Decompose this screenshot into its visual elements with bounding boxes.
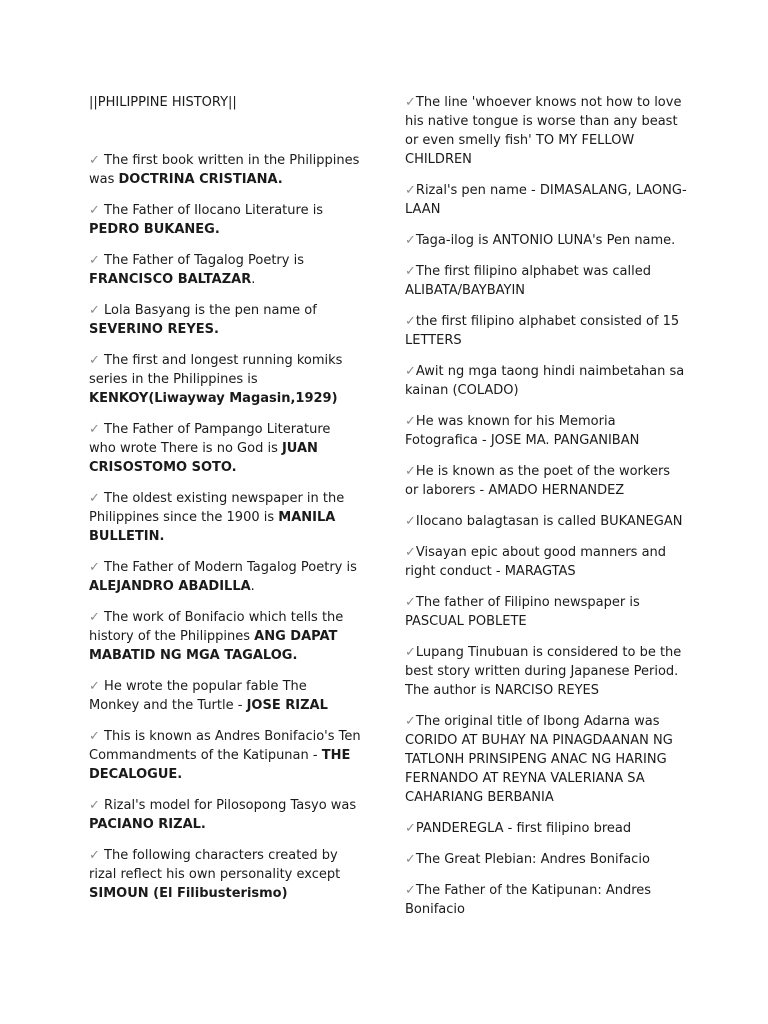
fact-item: [89, 251, 361, 289]
fact-answer: PACIANO RIZAL.: [89, 817, 206, 832]
fact-item: [405, 362, 687, 400]
fact-answer: PEDRO BUKANEG.: [89, 222, 220, 237]
checkmark-icon: ✓: [405, 183, 416, 198]
fact-item: [89, 301, 361, 339]
checkmark-icon: ✓: [405, 821, 416, 836]
fact-answer: ANG DAPAT MABATID NG MGA TAGALOG.: [89, 629, 338, 663]
checkmark-icon: ✓: [89, 610, 100, 625]
checkmark-icon: ✓: [405, 645, 416, 660]
fact-suffix: .: [250, 579, 255, 594]
fact-item: [405, 881, 687, 919]
fact-item: [405, 819, 687, 838]
fact-text: The first and longest running komiks series in the Philippines is: [89, 353, 343, 387]
fact-answer: DOCTRINA CRISTIANA.: [118, 172, 283, 187]
fact-item: [89, 420, 361, 477]
fact-item: [405, 512, 687, 531]
page-title: ||PHILIPPINE HISTORY||: [89, 95, 237, 110]
fact-item: [405, 231, 687, 250]
fact-item: [89, 846, 361, 903]
checkmark-icon: ✓: [405, 545, 416, 560]
checkmark-icon: ✓: [89, 353, 100, 368]
fact-text: This is known as Andres Bonifacio's Ten Commandments of the Katipunan -: [89, 729, 361, 763]
fact-suffix: .: [251, 272, 256, 287]
checkmark-icon: ✓: [89, 679, 100, 694]
fact-text: Rizal's pen name - DIMASALANG, LAONG-LAAN: [405, 183, 687, 217]
checkmark-icon: ✓: [405, 714, 416, 729]
checkmark-icon: ✓: [89, 729, 100, 744]
fact-item: [89, 727, 361, 784]
fact-text: PANDEREGLA - first filipino bread: [415, 821, 632, 836]
fact-text: Lola Basyang is the pen name of: [99, 303, 317, 318]
fact-item: [405, 462, 687, 500]
checkmark-icon: ✓: [405, 414, 416, 429]
fact-item: [89, 677, 361, 715]
fact-item: [405, 712, 687, 807]
fact-text: He wrote the popular fable The Monkey and the Turtle -: [89, 679, 307, 713]
fact-answer: JOSE RIZAL: [246, 698, 328, 713]
fact-item: [89, 608, 361, 665]
fact-item: [405, 262, 687, 300]
fact-text: Taga-ilog is ANTONIO LUNA's Pen name.: [415, 233, 676, 248]
fact-text: The father of Filipino newspaper is PASCUAL POBLETE: [405, 595, 640, 629]
fact-answer: ALEJANDRO ABADILLA: [89, 579, 251, 594]
fact-item: [89, 558, 361, 596]
fact-answer: SEVERINO REYES.: [89, 322, 219, 337]
checkmark-icon: ✓: [405, 883, 416, 898]
checkmark-icon: ✓: [405, 514, 416, 529]
checkmark-icon: ✓: [405, 852, 416, 867]
fact-text: The first filipino alphabet was called ALIBATA/BAYBAYIN: [405, 264, 651, 298]
fact-text: Ilocano balagtasan is called BUKANEGAN: [415, 514, 683, 529]
fact-item: [89, 489, 361, 546]
fact-item: [405, 181, 687, 219]
fact-text: Awit ng mga taong hindi naimbetahan sa kainan (COLADO): [405, 364, 685, 398]
fact-answer: KENKOY(Liwayway Magasin,1929): [89, 391, 338, 406]
checkmark-icon: ✓: [405, 314, 416, 329]
fact-item: [405, 643, 687, 700]
fact-text: The Father of Ilocano Literature is: [99, 203, 324, 218]
fact-answer: JUAN CRISOSTOMO SOTO.: [89, 441, 318, 475]
fact-answer: FRANCISCO BALTAZAR: [89, 272, 252, 287]
fact-text: The following characters created by rizal reflect his own personality except: [89, 848, 341, 882]
right-fact-list: [405, 93, 687, 931]
checkmark-icon: ✓: [89, 303, 100, 318]
fact-text: Rizal's model for Pilosopong Tasyo was: [99, 798, 357, 813]
checkmark-icon: ✓: [89, 253, 100, 268]
fact-item: [405, 412, 687, 450]
checkmark-icon: ✓: [89, 491, 100, 506]
fact-item: [89, 351, 361, 408]
fact-item: [405, 850, 687, 869]
fact-item: [89, 796, 361, 834]
checkmark-icon: ✓: [89, 848, 100, 863]
checkmark-icon: ✓: [405, 595, 416, 610]
fact-item: [89, 151, 361, 189]
fact-item: [405, 312, 687, 350]
checkmark-icon: ✓: [89, 798, 100, 813]
checkmark-icon: ✓: [405, 364, 416, 379]
checkmark-icon: ✓: [405, 233, 416, 248]
fact-item: [405, 93, 687, 169]
fact-text: The line 'whoever knows not how to love his native tongue is worse than any beast or even smelly fish' TO MY FELLOW CHILDREN: [405, 95, 682, 167]
checkmark-icon: ✓: [405, 95, 416, 110]
fact-text: The Father of Modern Tagalog Poetry is: [99, 560, 357, 575]
left-fact-list: [89, 151, 361, 915]
checkmark-icon: ✓: [89, 422, 100, 437]
fact-text: He was known for his Memoria Fotografica - JOSE MA. PANGANIBAN: [405, 414, 640, 448]
fact-text: Visayan epic about good manners and right conduct - MARAGTAS: [405, 545, 667, 579]
fact-item: [405, 593, 687, 631]
fact-text: The original title of Ibong Adarna was CORIDO AT BUHAY NA PINAGDAANAN NG TATLONH PRINSIPENG ANAC NG HARING FERNANDO AT REYNA VALERIANA SA CAHARIANG BERBANIA: [405, 714, 673, 805]
checkmark-icon: ✓: [89, 560, 100, 575]
fact-text: The first book written in the Philippines was: [89, 153, 360, 187]
fact-text: the first filipino alphabet consisted of 15 LETTERS: [405, 314, 680, 348]
fact-text: The oldest existing newspaper in the Philippines since the 1900 is: [89, 491, 345, 525]
fact-text: The Father of the Katipunan: Andres Bonifacio: [405, 883, 652, 917]
fact-answer: SIMOUN (El Filibusterismo): [89, 886, 288, 901]
checkmark-icon: ✓: [89, 153, 100, 168]
fact-text: The Great Plebian: Andres Bonifacio: [415, 852, 650, 867]
fact-answer: MANILA BULLETIN.: [89, 510, 336, 544]
fact-text: Lupang Tinubuan is considered to be the best story written during Japanese Period. The author is NARCISO REYES: [405, 645, 682, 698]
checkmark-icon: ✓: [405, 464, 416, 479]
fact-text: The Father of Pampango Literature who wrote There is no God is: [89, 422, 331, 456]
fact-item: [405, 543, 687, 581]
fact-item: [89, 201, 361, 239]
fact-text: The work of Bonifacio which tells the history of the Philippines: [89, 610, 344, 644]
checkmark-icon: ✓: [89, 203, 100, 218]
fact-text: He is known as the poet of the workers or laborers - AMADO HERNANDEZ: [405, 464, 671, 498]
fact-text: The Father of Tagalog Poetry is: [99, 253, 304, 268]
fact-answer: THE DECALOGUE.: [89, 748, 351, 782]
checkmark-icon: ✓: [405, 264, 416, 279]
